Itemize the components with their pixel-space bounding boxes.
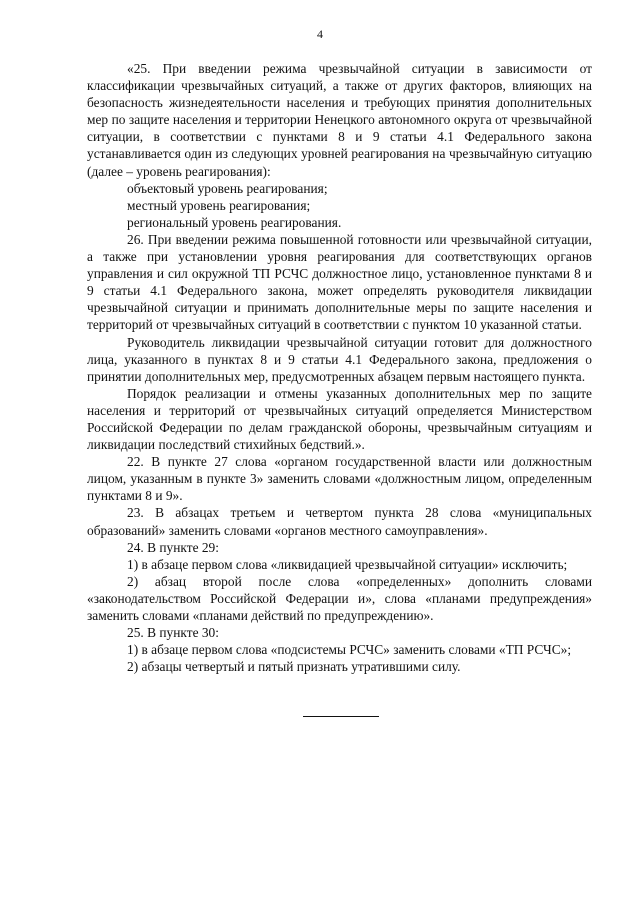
amendment-23: 23. В абзацах третьем и четвертом пункта 28 слова «муниципальных образований» заменить словами «органов местного самоуправления».	[87, 505, 592, 538]
document-body	[87, 60, 592, 675]
paragraph-26-head-proposals: Руководитель ликвидации чрезвычайной ситуации готовит для должностного лица, указанного в пунктах 8 и 9 статьи 4.1 Федерального закона, предложения о принятии дополнительных мер, предусмотренных абзацем первым настоящего пункта.	[87, 334, 592, 384]
amendment-24-item-1: 1) в абзаце первом слова «ликвидацией чрезвычайной ситуации» исключить;	[127, 556, 568, 572]
list-item-local-level: местный уровень реагирования;	[127, 197, 311, 213]
end-divider	[303, 716, 379, 717]
amendment-25: 25. В пункте 30:	[127, 625, 219, 641]
list-item-regional-level: региональный уровень реагирования.	[127, 214, 342, 230]
paragraph-25: «25. При введении режима чрезвычайной ситуации в зависимости от классификации чрезвычайных ситуаций, а также от других факторов, влияющих на безопасность жизнедеятельности населения и требующих принятия дополнительных мер по защите населения и территории Ненецкого автономного округа от чрезвычайной ситуации, в соответствии с пунктами 8 и 9 статьи 4.1 Федерального закона устанавливается один из следующих уровней реагирования на чрезвычайную ситуацию (далее – уровень реагирования):	[87, 61, 592, 179]
paragraph-26: 26. При введении режима повышенной готовности или чрезвычайной ситуации, а также при установлении уровня реагирования для соответствующих органов управления и сил окружной ТП РСЧС должностное лицо, установленное пунктами 8 и 9 статьи 4.1 Федерального закона, может определять руководителя ликвидации чрезвычайной ситуации и принимать дополнительные меры по защите населения и территорий от чрезвычайных ситуаций в соответствии с пунктом 10 указанной статьи.	[87, 231, 592, 333]
amendment-24-item-2: 2) абзац второй после слова «определенных» дополнить словами «законодательством Российской Федерации и», слова «планами предупреждения» заменить словами «планами действий по предупреждению».	[87, 573, 592, 623]
amendment-24: 24. В пункте 29:	[127, 539, 219, 555]
paragraph-26-procedure: Порядок реализации и отмены указанных дополнительных мер по защите населения и территорий от чрезвычайных ситуаций определяется Министерством Российской Федерации по делам гражданской обороны, чрезвычайным ситуациям и ликвидации последствий стихийных бедствий.».	[87, 385, 592, 453]
page-number: 4	[317, 27, 323, 41]
amendment-22: 22. В пункте 27 слова «органом государственной власти или должностным лицом, указанным в пункте 3» заменить словами «должностным лицом, определенным пунктами 8 и 9».	[87, 454, 592, 504]
amendment-25-item-2: 2) абзацы четвертый и пятый признать утратившими силу.	[127, 659, 461, 675]
list-item-object-level: объектовый уровень реагирования;	[127, 180, 328, 196]
amendment-25-item-1: 1) в абзаце первом слова «подсистемы РСЧС» заменить словами «ТП РСЧС»;	[127, 642, 572, 658]
